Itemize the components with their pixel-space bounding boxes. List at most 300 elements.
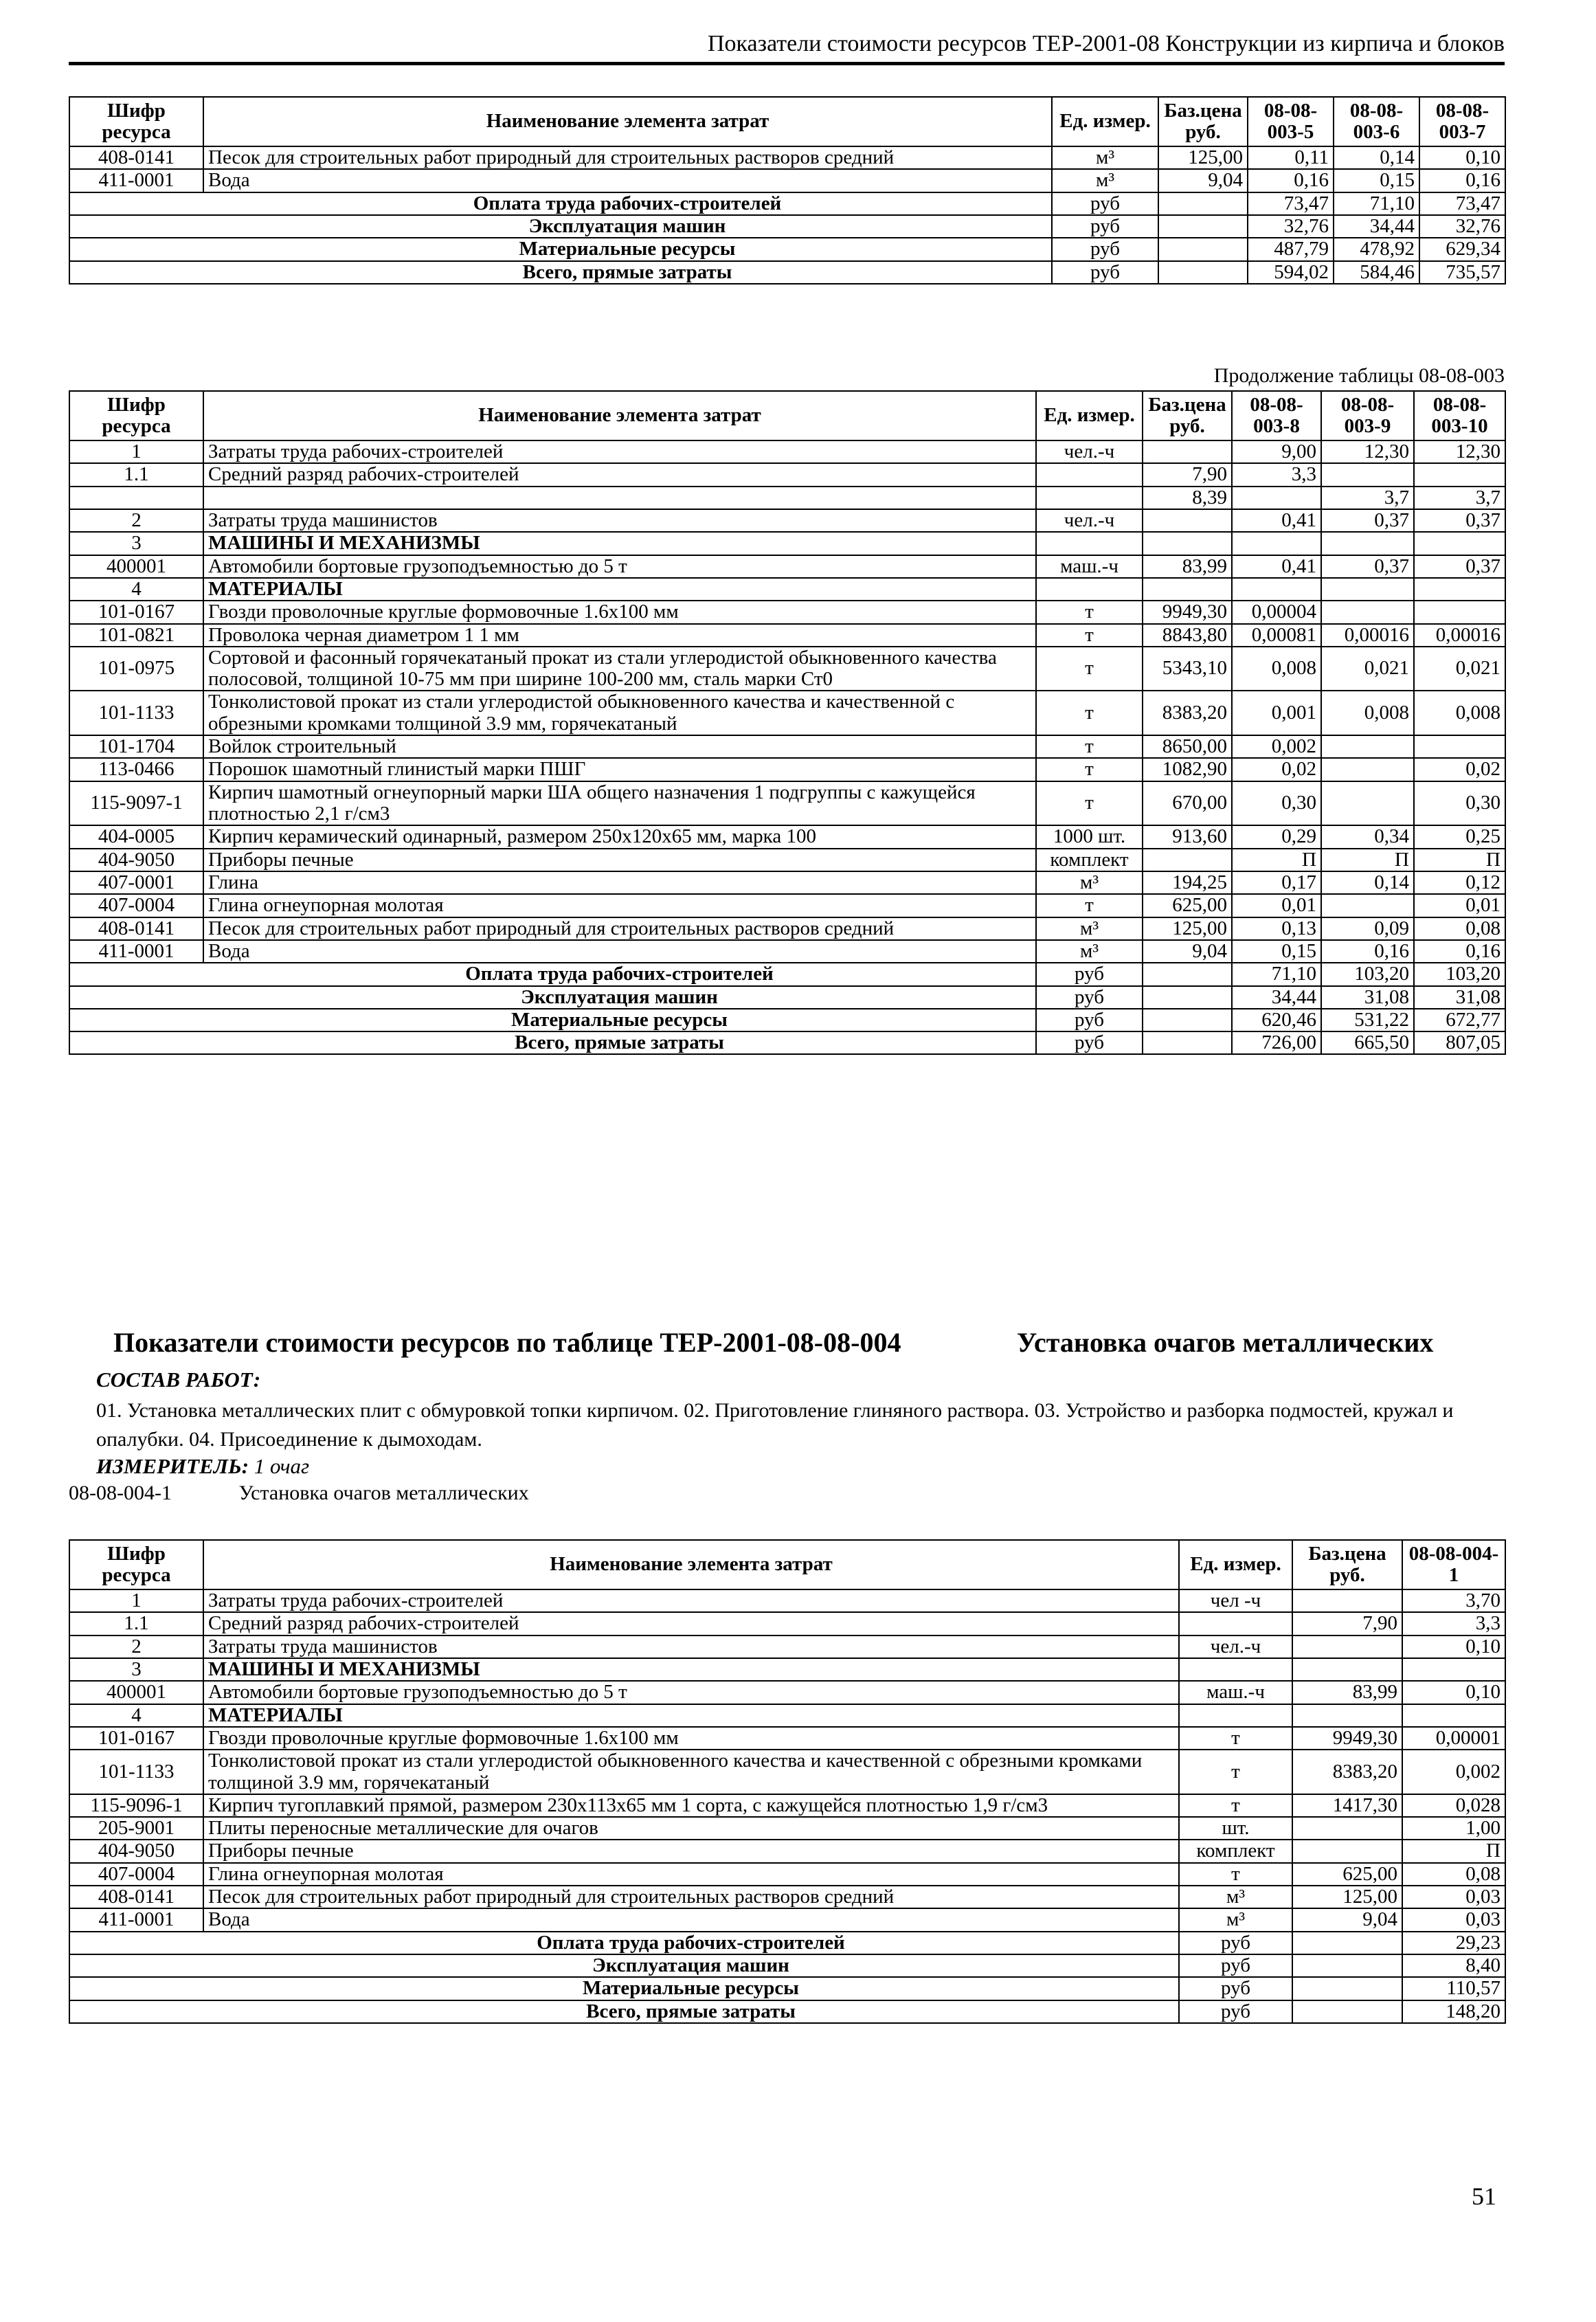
value-cell: 0,10 (1419, 146, 1505, 169)
total-value-cell: 34,44 (1232, 986, 1321, 1009)
value-cell: 0,002 (1402, 1750, 1505, 1794)
resource-name: Порошок шамотный глинистый марки ПШГ (203, 758, 1036, 781)
table-row (69, 1681, 1505, 1704)
column-header-price: Баз.цена руб. (1158, 97, 1248, 146)
total-value-cell: 73,47 (1248, 192, 1334, 215)
value-cell: 0,00004 (1232, 601, 1321, 623)
column-header-id: 08-08-003-9 (1321, 391, 1414, 440)
total-row (69, 1954, 1505, 1977)
table-row (69, 758, 1505, 781)
base-price-cell: 8843,80 (1143, 624, 1232, 647)
value-cell (1321, 532, 1414, 555)
base-price-cell: 7,90 (1143, 463, 1232, 486)
column-header-unit: Ед. измер. (1036, 391, 1143, 440)
value-cell: 0,30 (1232, 781, 1321, 826)
column-header-name: Наименование элемента затрат (203, 1540, 1179, 1589)
total-row (69, 2000, 1505, 2023)
resource-name: Приборы печные (203, 1840, 1179, 1862)
total-label: Эксплуатация машин (203, 215, 1052, 238)
base-price-cell: 9949,30 (1292, 1727, 1402, 1750)
base-price-cell (1143, 509, 1232, 532)
resource-name: Кирпич шамотный огнеупорный марки ША общего назначения 1 подгруппы с кажущейся плотностью 2,1 г/см3 (203, 781, 1036, 826)
empty-cell (69, 986, 203, 1009)
resource-code: 113-0466 (69, 758, 203, 781)
value-cell: 9,00 (1232, 440, 1321, 463)
column-header-id: 08-08-003-10 (1414, 391, 1505, 440)
column-header-code: Шифр ресурса (69, 391, 203, 440)
unit-cell (1036, 578, 1143, 601)
column-header-name: Наименование элемента затрат (203, 97, 1052, 146)
total-row (69, 215, 1505, 238)
base-price-cell: 125,00 (1292, 1886, 1402, 1908)
value-cell: 0,00001 (1402, 1727, 1505, 1750)
resource-name: Вода (203, 169, 1052, 192)
value-cell (1232, 578, 1321, 601)
total-value-cell: 73,47 (1419, 192, 1505, 215)
column-header-id: 08-08-003-7 (1419, 97, 1505, 146)
base-price-cell (1292, 1704, 1402, 1727)
base-price-cell (1158, 192, 1248, 215)
section-title: Показатели стоимости ресурсов по таблице ТЕР-2001-08-08-004 (113, 1327, 901, 1358)
total-label: Эксплуатация машин (203, 1954, 1179, 1977)
value-cell: 0,021 (1321, 647, 1414, 691)
resource-name: Автомобили бортовые грузоподъемностью до 5 т (203, 555, 1036, 578)
total-value-cell: 665,50 (1321, 1031, 1414, 1054)
total-value-cell: 8,40 (1402, 1954, 1505, 1977)
base-price-cell: 7,90 (1292, 1612, 1402, 1635)
total-value-cell: 103,20 (1414, 963, 1505, 985)
unit-cell: маш.-ч (1179, 1681, 1292, 1704)
resource-name: Тонколистовой прокат из стали углеродистой обыкновенного качества и качественной с обрезными кромками толщиной 3.9 мм, горячекатаный (203, 691, 1036, 735)
resource-name: Проволока черная диаметром 1 1 мм (203, 624, 1036, 647)
unit-cell: т (1179, 1727, 1292, 1750)
base-price-cell (1292, 1932, 1402, 1954)
table-row (69, 917, 1505, 940)
unit-cell: м³ (1179, 1908, 1292, 1931)
value-cell: 0,00081 (1232, 624, 1321, 647)
table-body (69, 146, 1505, 284)
value-cell: 0,14 (1334, 146, 1419, 169)
column-header-unit: Ед. измер. (1179, 1540, 1292, 1589)
value-cell: 0,09 (1321, 917, 1414, 940)
value-cell: 0,16 (1248, 169, 1334, 192)
resource-name: Песок для строительных работ природный для строительных растворов средний (203, 917, 1036, 940)
table-row (69, 735, 1505, 758)
empty-cell (69, 1977, 203, 2000)
unit-cell: руб (1036, 963, 1143, 985)
resource-code: 101-0821 (69, 624, 203, 647)
unit-cell: руб (1052, 261, 1158, 284)
total-label: Оплата труда рабочих-строителей (203, 963, 1036, 985)
base-price-cell (1158, 261, 1248, 284)
base-price-cell: 9949,30 (1143, 601, 1232, 623)
total-row (69, 1031, 1505, 1054)
section-title-right: Установка очагов металлических (1017, 1327, 1434, 1358)
resource-name: Песок для строительных работ природный для строительных растворов средний (203, 1886, 1179, 1908)
value-cell (1414, 463, 1505, 486)
resource-code: 205-9001 (69, 1817, 203, 1840)
page-number: 51 (1472, 2183, 1496, 2210)
value-cell (1321, 463, 1414, 486)
total-label: Оплата труда рабочих-строителей (203, 192, 1052, 215)
resource-table-1 (69, 96, 1506, 284)
resource-name: МАШИНЫ И МЕХАНИЗМЫ (203, 1658, 1179, 1681)
total-value-cell: 807,05 (1414, 1031, 1505, 1054)
value-cell (1321, 735, 1414, 758)
resource-code: 407-0004 (69, 1863, 203, 1886)
unit-cell: маш.-ч (1036, 555, 1143, 578)
resource-table-3 (69, 1539, 1506, 2024)
value-cell: 0,34 (1321, 825, 1414, 848)
column-header-price: Баз.цена руб. (1143, 391, 1232, 440)
unit-cell: чел.-ч (1036, 440, 1143, 463)
total-label: Материальные ресурсы (203, 1977, 1179, 2000)
table-row (69, 1840, 1505, 1862)
resource-code: 115-9096-1 (69, 1794, 203, 1817)
resource-code: 408-0141 (69, 146, 203, 169)
column-header-id: 08-08-003-6 (1334, 97, 1419, 146)
resource-code: 404-9050 (69, 1840, 203, 1862)
resource-code: 400001 (69, 1681, 203, 1704)
empty-cell (69, 2000, 203, 2023)
column-header-id: 08-08-003-8 (1232, 391, 1321, 440)
total-value-cell: 672,77 (1414, 1009, 1505, 1031)
value-cell: 0,021 (1414, 647, 1505, 691)
total-label: Материальные ресурсы (203, 1009, 1036, 1031)
column-header-id: 08-08-004-1 (1402, 1540, 1505, 1589)
table-row (69, 146, 1505, 169)
value-cell (1321, 578, 1414, 601)
table-row (69, 487, 1505, 509)
value-cell: 0,17 (1232, 871, 1321, 894)
resource-name: Войлок строительный (203, 735, 1036, 758)
resource-name: Вода (203, 940, 1036, 963)
base-price-cell (1143, 849, 1232, 871)
total-value-cell: 103,20 (1321, 963, 1414, 985)
value-cell: 1,00 (1402, 1817, 1505, 1840)
resource-code: 3 (69, 532, 203, 555)
total-value-cell: 148,20 (1402, 2000, 1505, 2023)
table-row (69, 825, 1505, 848)
table-row (69, 169, 1505, 192)
table-header-row (69, 391, 1505, 440)
value-cell: 0,01 (1232, 894, 1321, 917)
unit-cell (1179, 1704, 1292, 1727)
base-price-cell (1143, 963, 1232, 985)
value-cell: 0,008 (1321, 691, 1414, 735)
running-head: Показатели стоимости ресурсов ТЕР-2001-08 Конструкции из кирпича и блоков (69, 27, 1505, 65)
base-price-cell: 194,25 (1143, 871, 1232, 894)
empty-cell (69, 261, 203, 284)
unit-cell: м³ (1052, 146, 1158, 169)
total-value-cell: 735,57 (1419, 261, 1505, 284)
column-header-code: Шифр ресурса (69, 97, 203, 146)
value-cell: 3,70 (1402, 1589, 1505, 1612)
base-price-cell (1292, 1658, 1402, 1681)
resource-code: 4 (69, 578, 203, 601)
section-row (69, 1658, 1505, 1681)
resource-name: Затраты труда машинистов (203, 509, 1036, 532)
unit-cell: т (1036, 894, 1143, 917)
resource-code: 115-9097-1 (69, 781, 203, 826)
value-cell: 0,00016 (1414, 624, 1505, 647)
base-price-cell: 8650,00 (1143, 735, 1232, 758)
base-price-cell: 1082,90 (1143, 758, 1232, 781)
table-row (69, 1794, 1505, 1817)
total-row (69, 986, 1505, 1009)
table-row (69, 1612, 1505, 1635)
resource-code: 404-9050 (69, 849, 203, 871)
total-value-cell: 629,34 (1419, 238, 1505, 260)
value-cell: 0,10 (1402, 1681, 1505, 1704)
total-value-cell: 32,76 (1419, 215, 1505, 238)
column-header-unit: Ед. измер. (1052, 97, 1158, 146)
base-price-cell (1143, 532, 1232, 555)
section-row (69, 532, 1505, 555)
empty-cell (69, 192, 203, 215)
unit-cell: т (1179, 1750, 1292, 1794)
base-price-cell: 83,99 (1143, 555, 1232, 578)
table-row (69, 624, 1505, 647)
resource-name: Глина огнеупорная молотая (203, 1863, 1179, 1886)
resource-code: 404-0005 (69, 825, 203, 848)
resource-code: 2 (69, 509, 203, 532)
price-line (69, 1482, 529, 1505)
table-header-row (69, 97, 1505, 146)
base-price-cell (1143, 1009, 1232, 1031)
resource-name: Гвозди проволочные круглые формовочные 1.6х100 мм (203, 601, 1036, 623)
resource-code: 411-0001 (69, 169, 203, 192)
total-value-cell: 726,00 (1232, 1031, 1321, 1054)
value-cell: 0,08 (1414, 917, 1505, 940)
total-value-cell: 594,02 (1248, 261, 1334, 284)
total-value-cell: 31,08 (1321, 986, 1414, 1009)
value-cell: 0,00016 (1321, 624, 1414, 647)
column-header-code: Шифр ресурса (69, 1540, 203, 1589)
resource-name: МАШИНЫ И МЕХАНИЗМЫ (203, 532, 1036, 555)
unit-cell: комплект (1179, 1840, 1292, 1862)
meter-label: ИЗМЕРИТЕЛЬ: (96, 1454, 249, 1478)
unit-cell: руб (1179, 1954, 1292, 1977)
meter-value: 1 очаг (254, 1454, 310, 1478)
value-cell: 0,11 (1248, 146, 1334, 169)
total-label: Всего, прямые затраты (203, 261, 1052, 284)
resource-name: Затраты труда рабочих-строителей (203, 1589, 1179, 1612)
resource-name: МАТЕРИАЛЫ (203, 578, 1036, 601)
value-cell: 0,028 (1402, 1794, 1505, 1817)
unit-cell: м³ (1036, 917, 1143, 940)
value-cell: 0,37 (1414, 555, 1505, 578)
section-row (69, 1704, 1505, 1727)
value-cell: 0,001 (1232, 691, 1321, 735)
value-cell: 0,25 (1414, 825, 1505, 848)
value-cell: 0,41 (1232, 509, 1321, 532)
resource-code: 408-0141 (69, 1886, 203, 1908)
base-price-cell: 9,04 (1143, 940, 1232, 963)
value-cell (1414, 601, 1505, 623)
table-row (69, 1908, 1505, 1931)
table-row (69, 509, 1505, 532)
value-cell (1321, 894, 1414, 917)
empty-cell (69, 238, 203, 260)
resource-name: Кирпич керамический одинарный, размером 250х120х65 мм, марка 100 (203, 825, 1036, 848)
resource-code: 411-0001 (69, 1908, 203, 1931)
total-row (69, 238, 1505, 260)
resource-name: Автомобили бортовые грузоподъемностью до 5 т (203, 1681, 1179, 1704)
base-price-cell: 670,00 (1143, 781, 1232, 826)
column-header-name: Наименование элемента затрат (203, 391, 1036, 440)
value-cell: 0,37 (1321, 509, 1414, 532)
empty-cell (69, 1031, 203, 1054)
value-cell: 3,7 (1414, 487, 1505, 509)
resource-name: Кирпич тугоплавкий прямой, размером 230х113х65 мм 1 сорта, с кажущейся плотностью 1,9 г/см3 (203, 1794, 1179, 1817)
section-row (69, 578, 1505, 601)
column-header-id: 08-08-003-5 (1248, 97, 1334, 146)
value-cell (1414, 532, 1505, 555)
table-row (69, 601, 1505, 623)
total-row (69, 261, 1505, 284)
value-cell: 0,08 (1402, 1863, 1505, 1886)
unit-cell: 1000 шт. (1036, 825, 1143, 848)
table-row (69, 555, 1505, 578)
table-row (69, 463, 1505, 486)
resource-code: 2 (69, 1636, 203, 1658)
table-row (69, 1589, 1505, 1612)
base-price-cell (1292, 1840, 1402, 1862)
unit-cell: шт. (1179, 1817, 1292, 1840)
composition-label: СОСТАВ РАБОТ: (96, 1367, 261, 1392)
base-price-cell (1292, 2000, 1402, 2023)
base-price-cell: 8,39 (1143, 487, 1232, 509)
value-cell (1232, 487, 1321, 509)
value-cell: 3,3 (1402, 1612, 1505, 1635)
table-row (69, 1636, 1505, 1658)
resource-code: 1 (69, 1589, 203, 1612)
base-price-cell: 5343,10 (1143, 647, 1232, 691)
unit-cell: руб (1036, 986, 1143, 1009)
value-cell (1321, 601, 1414, 623)
value-cell: 0,002 (1232, 735, 1321, 758)
value-cell: 3,7 (1321, 487, 1414, 509)
resource-name: Плиты переносные металлические для очагов (203, 1817, 1179, 1840)
resource-code: 101-1704 (69, 735, 203, 758)
value-cell: 0,03 (1402, 1886, 1505, 1908)
unit-cell: чел.-ч (1036, 509, 1143, 532)
unit-cell (1036, 487, 1143, 509)
value-cell (1414, 735, 1505, 758)
empty-cell (69, 963, 203, 985)
table-row (69, 1727, 1505, 1750)
resource-name: Затраты труда машинистов (203, 1636, 1179, 1658)
resource-code: 101-0167 (69, 1727, 203, 1750)
table-row (69, 647, 1505, 691)
resource-code: 4 (69, 1704, 203, 1727)
unit-cell: чел.-ч (1179, 1636, 1292, 1658)
resource-name: Средний разряд рабочих-строителей (203, 463, 1036, 486)
resource-code: 408-0141 (69, 917, 203, 940)
base-price-cell: 913,60 (1143, 825, 1232, 848)
unit-cell: руб (1179, 1977, 1292, 2000)
empty-cell (69, 215, 203, 238)
unit-cell: руб (1179, 1932, 1292, 1954)
value-cell: 0,008 (1414, 691, 1505, 735)
unit-cell: м³ (1036, 871, 1143, 894)
table-row (69, 1863, 1505, 1886)
unit-cell (1179, 1612, 1292, 1635)
base-price-cell (1292, 1589, 1402, 1612)
value-cell: 0,01 (1414, 894, 1505, 917)
value-cell: 0,41 (1232, 555, 1321, 578)
base-price-cell: 9,04 (1292, 1908, 1402, 1931)
resource-code: 411-0001 (69, 940, 203, 963)
unit-cell: т (1036, 735, 1143, 758)
table-row (69, 1750, 1505, 1794)
table-row (69, 894, 1505, 917)
table-body (69, 440, 1505, 1054)
value-cell (1321, 758, 1414, 781)
unit-cell: комплект (1036, 849, 1143, 871)
value-cell (1414, 578, 1505, 601)
value-cell: 12,30 (1321, 440, 1414, 463)
value-cell: 0,30 (1414, 781, 1505, 826)
resource-name: Песок для строительных работ природный для строительных растворов средний (203, 146, 1052, 169)
value-cell: 0,008 (1232, 647, 1321, 691)
table-body (69, 1589, 1505, 2023)
base-price-cell: 9,04 (1158, 169, 1248, 192)
unit-cell (1036, 532, 1143, 555)
value-cell: П (1321, 849, 1414, 871)
unit-cell: м³ (1036, 940, 1143, 963)
base-price-cell (1143, 440, 1232, 463)
unit-cell (1179, 1658, 1292, 1681)
unit-cell: руб (1052, 215, 1158, 238)
value-cell: 0,02 (1232, 758, 1321, 781)
total-value-cell: 31,08 (1414, 986, 1505, 1009)
unit-cell: руб (1052, 192, 1158, 215)
base-price-cell: 625,00 (1143, 894, 1232, 917)
value-cell: 0,12 (1414, 871, 1505, 894)
unit-cell: т (1036, 781, 1143, 826)
total-value-cell: 110,57 (1402, 1977, 1505, 2000)
continuation-label: Продолжение таблицы 08-08-003 (1213, 364, 1505, 387)
unit-cell: руб (1036, 1031, 1143, 1054)
unit-cell: т (1036, 758, 1143, 781)
base-price-cell (1158, 215, 1248, 238)
total-row (69, 1932, 1505, 1954)
total-label: Эксплуатация машин (203, 986, 1036, 1009)
total-value-cell: 487,79 (1248, 238, 1334, 260)
resource-table-2 (69, 390, 1506, 1055)
total-value-cell: 29,23 (1402, 1932, 1505, 1954)
value-cell: 0,02 (1414, 758, 1505, 781)
resource-code: 1 (69, 440, 203, 463)
value-cell: П (1402, 1840, 1505, 1862)
column-header-price: Баз.цена руб. (1292, 1540, 1402, 1589)
unit-cell: руб (1052, 238, 1158, 260)
resource-name: Приборы печные (203, 849, 1036, 871)
price-code: 08-08-004-1 (69, 1482, 172, 1504)
total-value-cell: 71,10 (1334, 192, 1419, 215)
unit-cell: чел -ч (1179, 1589, 1292, 1612)
resource-code: 101-0975 (69, 647, 203, 691)
unit-cell: м³ (1052, 169, 1158, 192)
base-price-cell: 125,00 (1143, 917, 1232, 940)
unit-cell (1036, 463, 1143, 486)
value-cell: 0,15 (1334, 169, 1419, 192)
resource-code: 407-0004 (69, 894, 203, 917)
base-price-cell (1292, 1817, 1402, 1840)
unit-cell: т (1036, 691, 1143, 735)
